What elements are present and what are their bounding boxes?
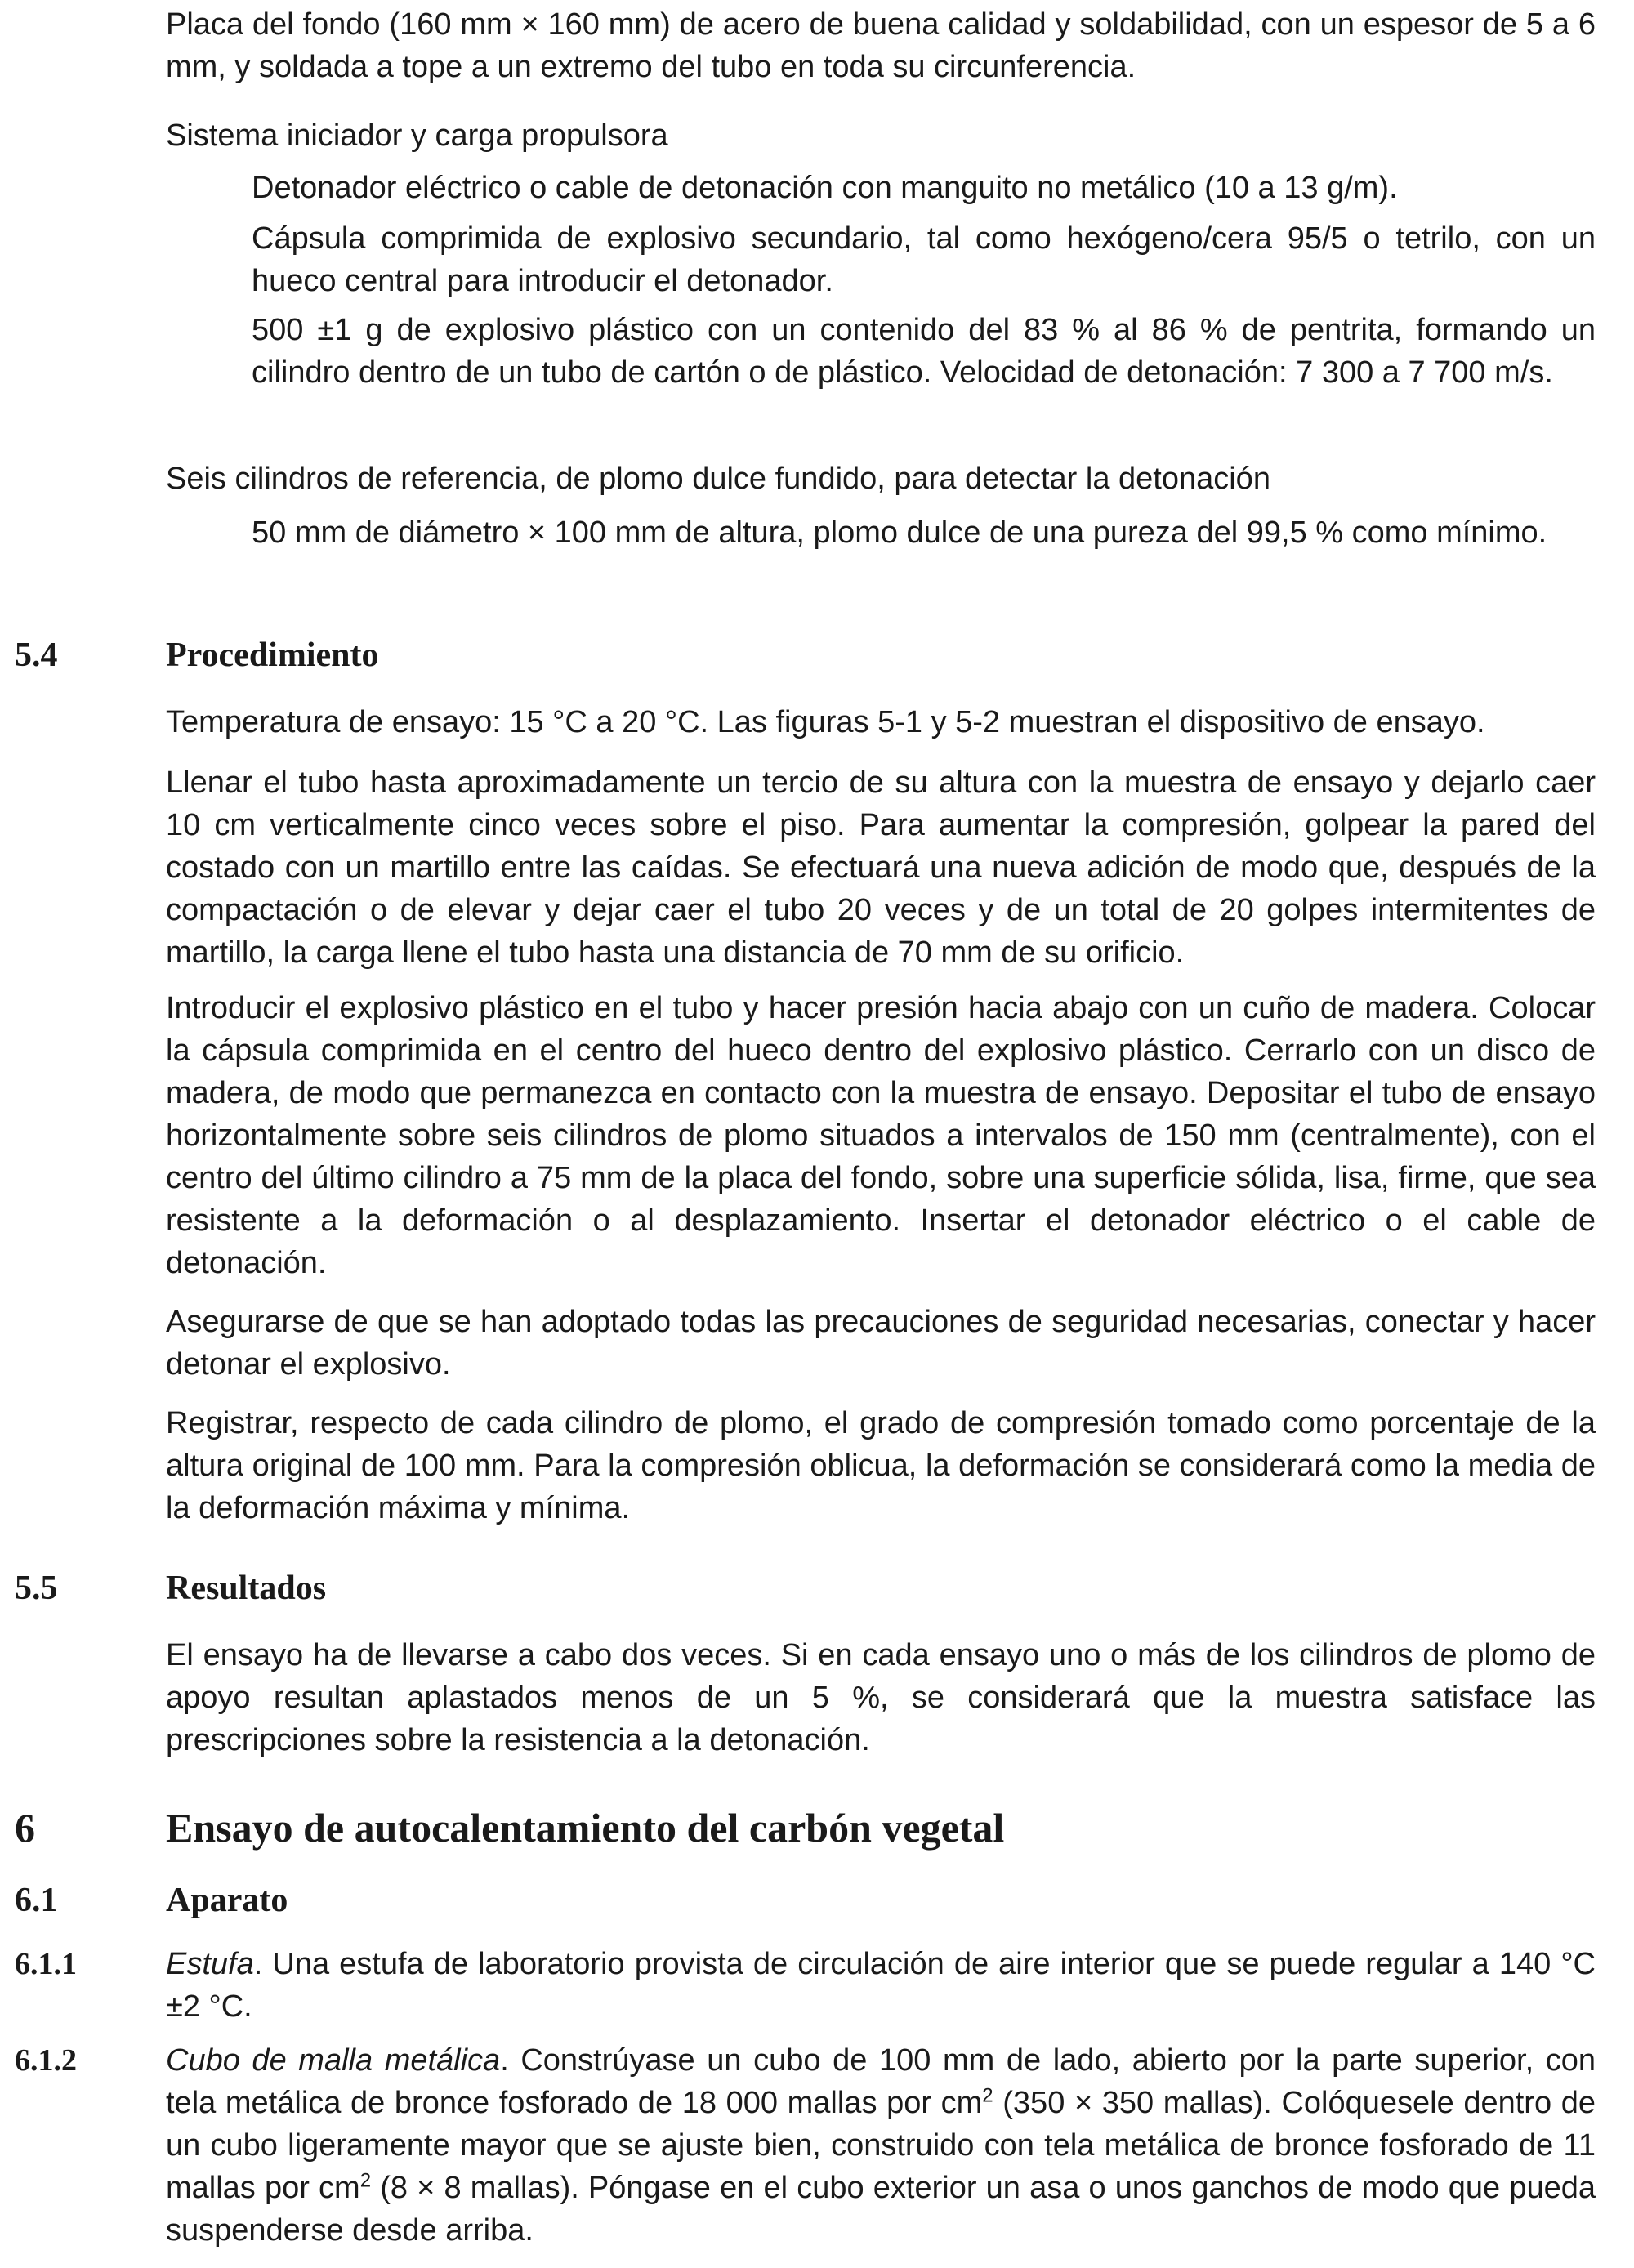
section-title: Procedimiento — [166, 636, 379, 674]
text-mesh-a: . Constrúyase un cubo de 100 mm de lado, abierto por la parte superior, con tela metálica de bronce fosforado de 18 000 mallas por cm — [166, 2043, 1596, 2120]
paragraph-reference-cylinders: Seis cilindros de referencia, de plomo dulce fundido, para detectar la detonación — [166, 462, 1270, 496]
text-oven: . Una estufa de laboratorio provista de circulación de aire interior que se puede regular a 140 °C ±2 °C. — [166, 1947, 1596, 2024]
paragraph-record-compression: Registrar, respecto de cada cilindro de plomo, el grado de compresión tomado como porcentaje de la altura original de 100 mm. Para la compresión oblicua, la deformación se considerará como la media de la deformación máxima y mínima. — [166, 1406, 1596, 1525]
section-number: 5.4 — [15, 636, 58, 674]
term-oven: Estufa — [166, 1947, 254, 1981]
section-title: Aparato — [166, 1882, 288, 1919]
subsection-number-6-1-1: 6.1.1 — [15, 1947, 77, 1981]
term-wire-mesh-cube: Cubo de malla metálica — [166, 2043, 501, 2078]
paragraph-safety-precautions: Asegurarse de que se han adoptado todas las precauciones de seguridad necesarias, conectar y hacer detonar el explosivo. — [166, 1305, 1596, 1382]
paragraph-oven — [166, 1943, 1596, 2028]
paragraph-results: El ensayo ha de llevarse a cabo dos veces. Si en cada ensayo uno o más de los cilindros de plomo de apoyo resultan aplastados menos de un 5 %, se considerará que la muestra satisface las prescripciones sobre la resistencia a la detonación. — [166, 1638, 1596, 1757]
text-mesh-c: (8 × 8 mallas). Póngase en el cubo exterior un asa o unos ganchos de modo que pueda suspenderse desde arriba. — [166, 2171, 1596, 2248]
section-number: 5.5 — [15, 1569, 58, 1607]
paragraph-compressed-capsule: Cápsula comprimida de explosivo secundario, tal como hexógeno/cera 95/5 o tetrilo, con un hueco central para introducir el detonador. — [252, 221, 1596, 298]
section-heading-6-1 — [0, 1879, 1593, 1922]
section-number: 6.1 — [15, 1882, 58, 1919]
paragraph-wire-mesh-cube — [166, 2039, 1596, 2252]
paragraph-bottom-plate: Placa del fondo (160 mm × 160 mm) de acero de buena calidad y soldabilidad, con un espesor de 5 a 6 mm, y soldada a tope a un extremo del tubo en toda su circunferencia. — [166, 7, 1596, 84]
paragraph-plastic-insertion: Introducir el explosivo plástico en el tubo y hacer presión hacia abajo con un cuño de madera. Colocar la cápsula comprimida en el centro del hueco dentro del explosivo plástico. Cerrarlo con un disco de madera, de modo que permanezca en contacto con la muestra de ensayo. Depositar el tubo de ensayo horizontalmente sobre seis cilindros de plomo situados a intervalos de 150 mm (centralmente), con el centro del último cilindro a 75 mm de la placa del fondo, sobre una superficie sólida, lisa, firme, que sea resistente a la deformación o al desplazamiento. Insertar el detonador eléctrico o el cable de detonación. — [166, 991, 1596, 1280]
section-title: Ensayo de autocalentamiento del carbón vegetal — [166, 1805, 1005, 1851]
paragraph-test-temperature: Temperatura de ensayo: 15 °C a 20 °C. Las figuras 5-1 y 5-2 muestran el dispositivo de ensayo. — [166, 705, 1485, 739]
paragraph-filling-tube: Llenar el tubo hasta aproximadamente un tercio de su altura con la muestra de ensayo y dejarlo caer 10 cm verticalmente cinco veces sobre el piso. Para aumentar la compresión, golpear la pared del costado con un martillo entre las caídas. Se efectuará una nueva adición de modo que, después de la compactación o de elevar y dejar caer el tubo 20 veces y de un total de 20 golpes intermitentes de martillo, la carga llene el tubo hasta una distancia de 70 mm de su orificio. — [166, 766, 1596, 970]
paragraph-cylinder-dimensions: 50 mm de diámetro × 100 mm de altura, plomo dulce de una pureza del 99,5 % como mínimo. — [252, 516, 1547, 550]
paragraph-initiator-system: Sistema iniciador y carga propulsora — [166, 118, 668, 153]
section-number: 6 — [15, 1805, 35, 1851]
section-heading-5-4 — [0, 634, 1593, 676]
superscript-b: 2 — [359, 2169, 372, 2192]
section-heading-6 — [0, 1803, 1593, 1852]
section-title: Resultados — [166, 1569, 327, 1607]
section-heading-5-5 — [0, 1567, 1593, 1609]
subsection-number-6-1-2: 6.1.2 — [15, 2043, 77, 2078]
paragraph-detonator: Detonador eléctrico o cable de detonación con manguito no metálico (10 a 13 g/m). — [252, 171, 1398, 205]
text-mesh-b: (350 × 350 mallas). Colóquesele dentro de un cubo ligeramente mayor que se ajuste bien, construido con tela metálica de bronce fosforado de 11 mallas por cm — [166, 2086, 1596, 2205]
paragraph-plastic-explosive: 500 ±1 g de explosivo plástico con un contenido del 83 % al 86 % de pentrita, formando un cilindro dentro de un tubo de cartón o de plástico. Velocidad de detonación: 7 300 a 7 700 m/s. — [252, 313, 1596, 390]
superscript-a: 2 — [982, 2084, 993, 2107]
